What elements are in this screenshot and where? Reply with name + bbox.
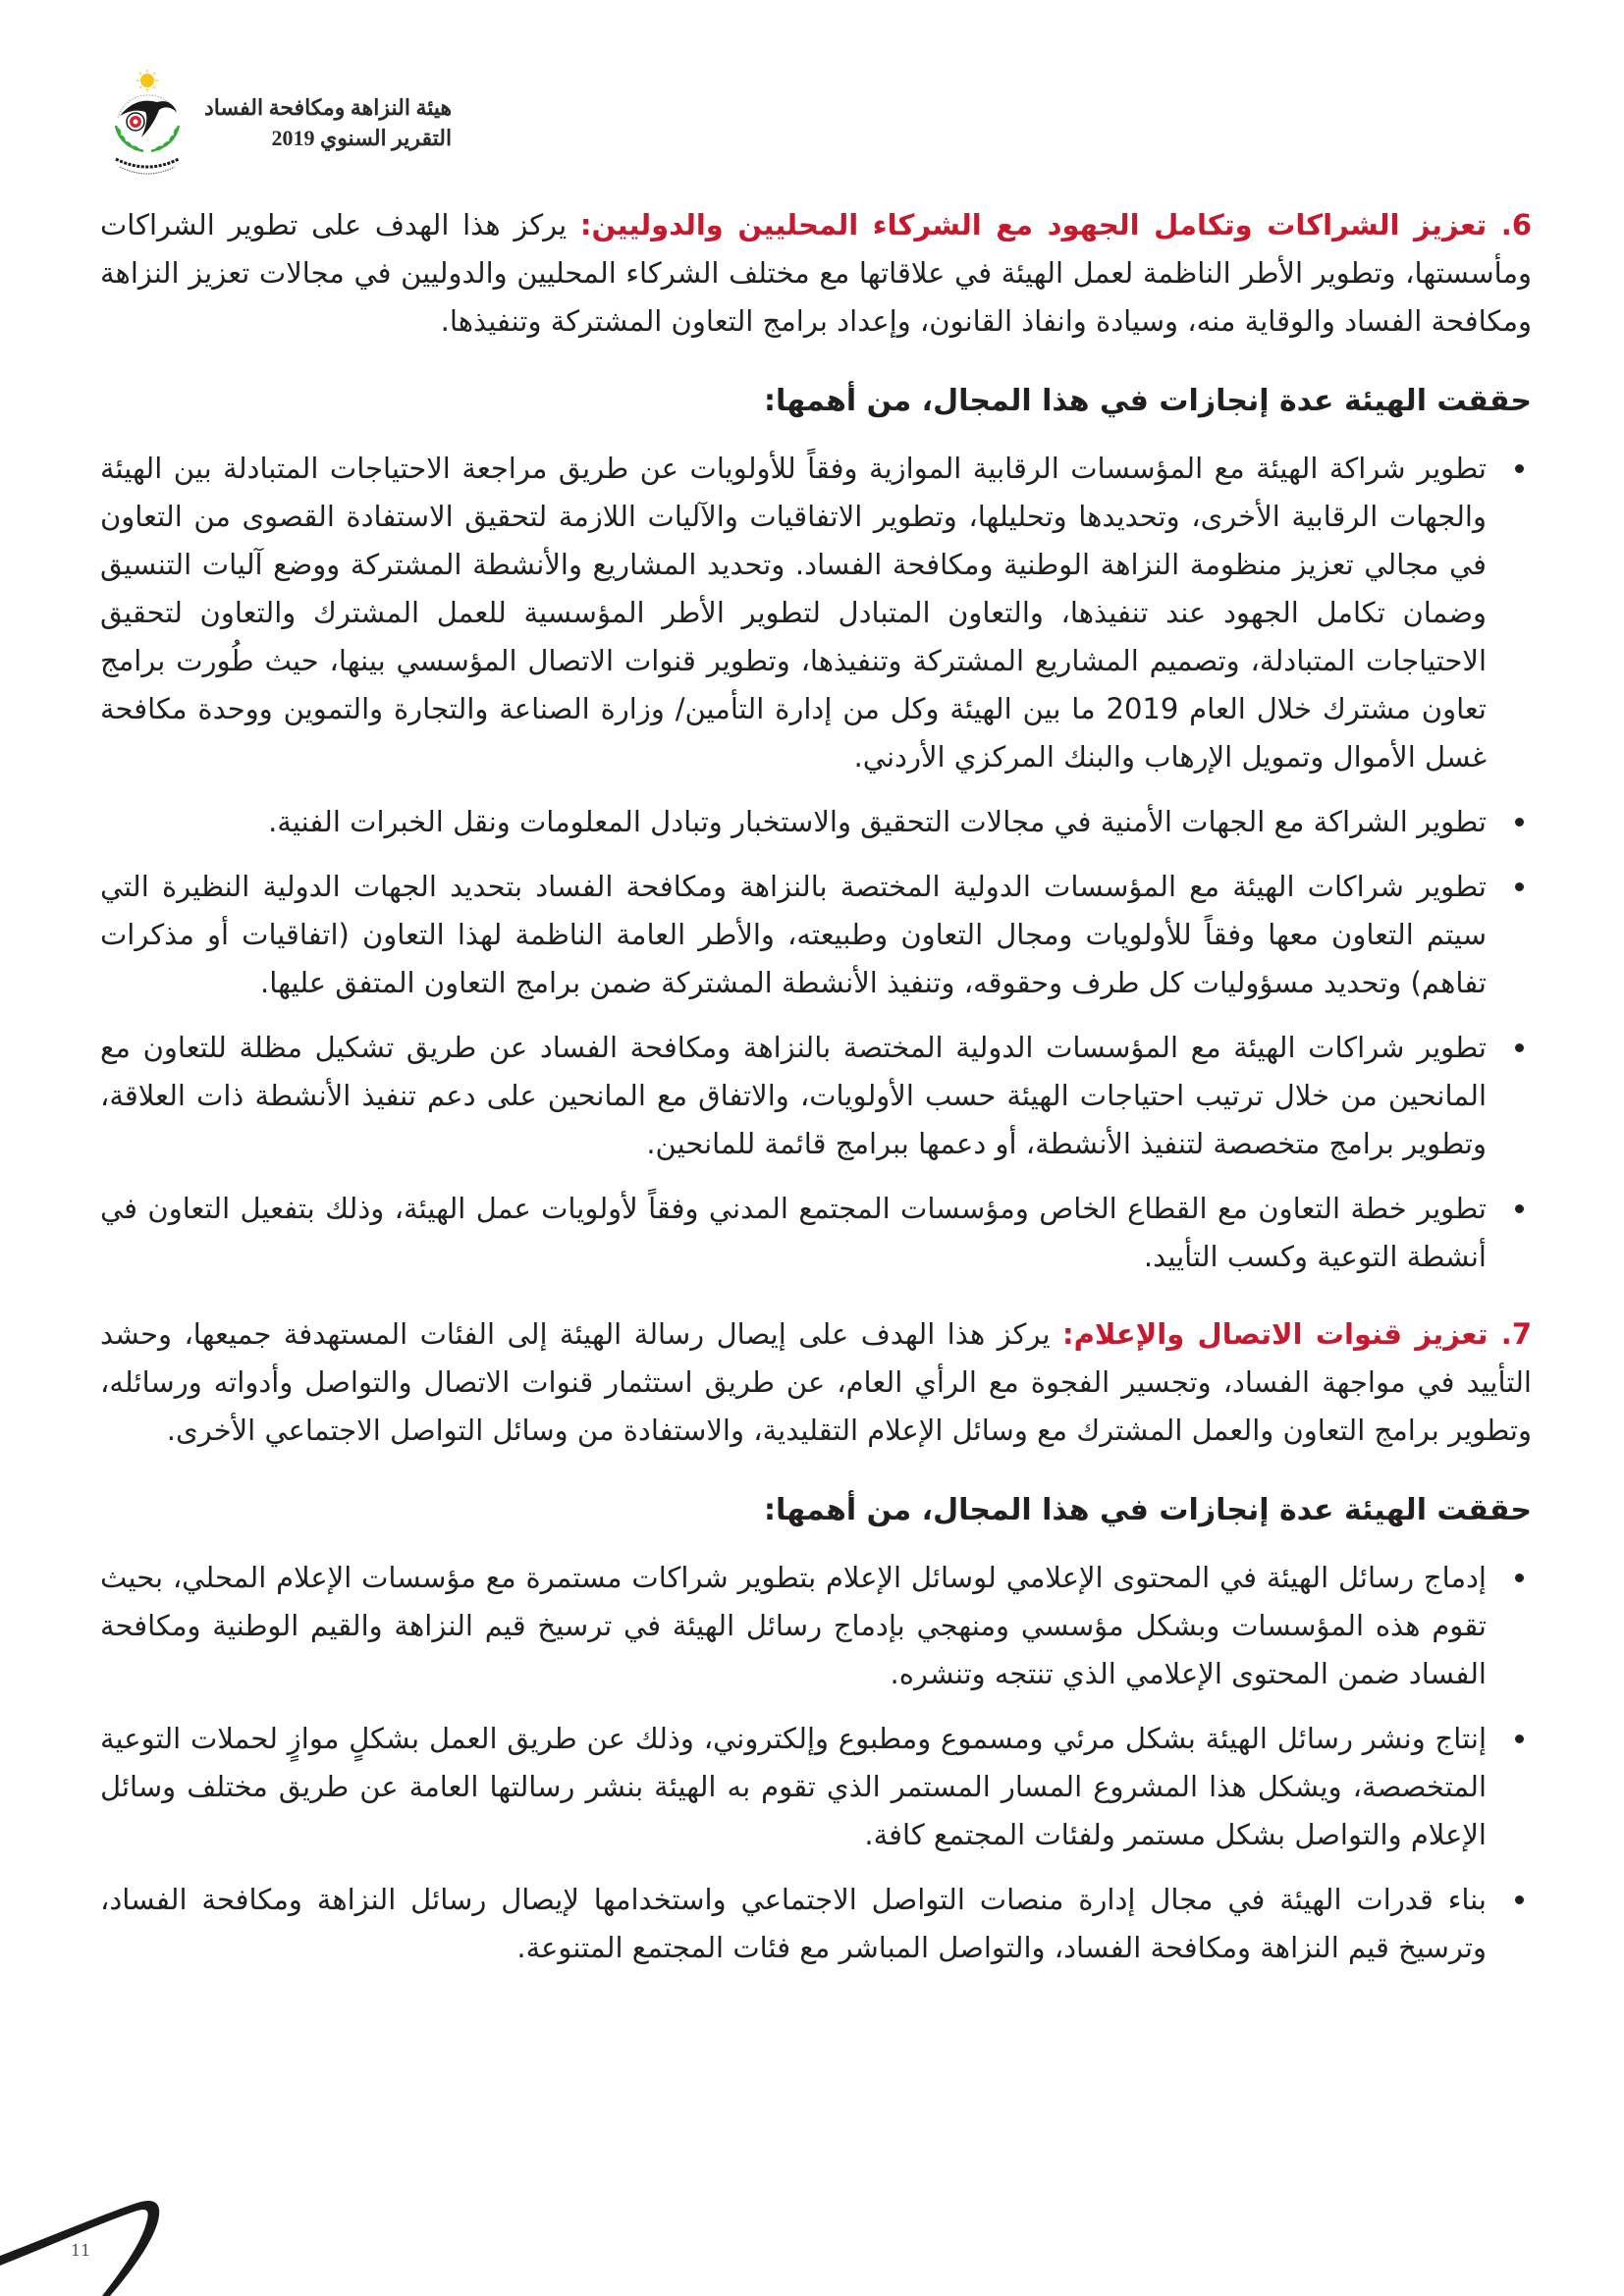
organization-name: هيئة النزاهة ومكافحة الفساد [204,95,453,120]
bullet-icon [1515,818,1524,827]
goal-description-6: يركز هذا الهدف على تطوير الشراكات ومأسستها، وتطوير الأطر الناظمة لعمل الهيئة في علاقاتها مع مختلف الشركاء المحليين والدوليين في مجالات تعزيز النزاهة ومكافحة الفساد والوقاية منه، وسيادة وانفاذ القانون، وإعداد برامج التعاون المشتركة وتنفيذها. [100,208,1532,338]
list-item [100,798,1532,846]
bullet-icon [1515,1735,1524,1743]
goal-title-7: 7. تعزيز قنوات الاتصال والإعلام: [1061,1317,1532,1351]
swoosh-decoration-icon [0,2110,295,2296]
list-item [100,863,1532,1007]
achievements-list-6 [100,445,1532,1281]
list-item [100,445,1532,781]
bullet-icon [1515,1043,1524,1052]
list-item [100,1876,1532,1972]
list-item-text: إنتاج ونشر رسائل الهيئة بشكل مرئي ومسموع ومطبوع وإلكتروني، وذلك عن طريق العمل بشكلٍ موازٍ لحملات التوعية المتخصصة، ويشكل هذا المشروع المسار المستمر الذي تقوم به الهيئة بنشر رسالتها العامة عن طريق مختلف وسائل الإعلام والتواصل بشكل مستمر ولفئات المجتمع كافة. [100,1722,1487,1851]
list-item [100,1554,1532,1698]
goal-title-6: 6. تعزيز الشراكات وتكامل الجهود مع الشركاء المحليين والدوليين: [579,208,1532,241]
list-item-text: تطوير شراكات الهيئة مع المؤسسات الدولية المختصة بالنزاهة ومكافحة الفساد بتحديد الجهات الدولية النظيرة التي سيتم التعاون معها وفقاً للأولويات ومجال التعاون وطبيعته، والأطر العامة الناظمة لهذا التعاون (اتفاقيات أو مذكرات تفاهم) وتحديد مسؤوليات كل طرف وحقوقه، وتنفيذ الأنشطة المشتركة ضمن برامج التعاون المتفق عليها. [100,870,1487,999]
list-item-text: بناء قدرات الهيئة في مجال إدارة منصات التواصل الاجتماعي واستخدامها لإيصال رسائل النزاهة ومكافحة الفساد، وترسيخ قيم النزاهة ومكافحة الفساد، والتواصل المباشر مع فئات المجتمع المتنوعة. [100,1883,1487,1964]
list-item [100,1024,1532,1168]
bullet-icon [1515,1204,1524,1213]
list-item-text: تطوير شراكة الهيئة مع المؤسسات الرقابية الموازية وفقاً للأولويات عن طريق مراجعة الاحتياجات المتبادلة بين الهيئة والجهات الرقابية الأخرى، وتحديدها وتحليلها، وتطوير الاتفاقيات والآليات اللازمة لتحقيق الاستفادة القصوى من التعاون في مجالي تعزيز منظومة النزاهة الوطنية ومكافحة الفساد. وتحديد المشاريع والأنشطة المشتركة ووضع آليات التنسيق وضمان تكامل الجهود عند تنفيذها، والتعاون المتبادل لتطوير الأطر المؤسسية للعمل المشترك والتعاون لتحقيق الاحتياجات المتبادلة، وتصميم المشاريع المشتركة وتنفيذها، وتطوير قنوات الاتصال المؤسسي بينها، حيث طُورت برامج تعاون مشترك خلال العام 2019 ما بين الهيئة وكل من إدارة التأمين/ وزارة الصناعة والتجارة والتموين ووحدة مكافحة غسل الأموال وتمويل الإرهاب والبنك المركزي الأردني. [100,452,1487,774]
report-title: التقرير السنوي 2019 [271,126,453,150]
goal-description-7: يركز هذا الهدف على إيصال رسالة الهيئة إلى الفئات المستهدفة جميعها، وحشد التأييد في مواجهة الفساد، وتجسير الفجوة مع الرأي العام، عن طريق استثمار قنوات الاتصال والتواصل وأدواته ورسائله، وتطوير برامج التعاون والعمل المشترك مع وسائل الإعلام التقليدية، والاستفادة من وسائل التواصل الاجتماعي الأخرى. [100,1317,1532,1447]
page-content [100,201,1532,2002]
list-item [100,1715,1532,1859]
list-item [100,1185,1532,1281]
list-item-text: تطوير خطة التعاون مع القطاع الخاص ومؤسسات المجتمع المدني وفقاً لأولويات عمل الهيئة، وذلك بتفعيل التعاون في أنشطة التوعية وكسب التأييد. [100,1192,1487,1273]
bullet-icon [1515,1574,1524,1582]
bullet-icon [1515,882,1524,891]
sun-icon [136,70,158,91]
bullet-icon [1515,1896,1524,1904]
achievements-heading-7: حققت الهيئة عدة إنجازات في هذا المجال، من أهمها: [763,1493,1532,1527]
bullet-icon [1515,464,1524,473]
goal-paragraph-7 [100,1310,1532,1455]
achievements-list-7 [100,1554,1532,1972]
list-item-text: إدماج رسائل الهيئة في المحتوى الإعلامي لوسائل الإعلام بتطوير شراكات مستمرة مع مؤسسات الإعلام المحلي، بحيث تقوم هذه المؤسسات وبشكل مؤسسي ومنهجي بإدماج رسائل الهيئة في ترسيخ قيم النزاهة والقيم الوطنية ومكافحة الفساد ضمن المحتوى الإعلامي الذي تنتجه وتنشره. [100,1561,1487,1690]
goal-paragraph-6 [100,201,1532,346]
page-header [106,69,452,177]
achievements-heading-6: حققت الهيئة عدة إنجازات في هذا المجال، من أهمها: [763,384,1532,418]
list-item-text: تطوير شراكات الهيئة مع المؤسسات الدولية المختصة بالنزاهة ومكافحة الفساد عن طريق تشكيل مظلة للتعاون مع المانحين من خلال ترتيب احتياجات الهيئة حسب الأولويات، والاتفاق مع المانحين على دعم تنفيذ الأنشطة ذات العلاقة، وتطوير برامج متخصصة لتنفيذ الأنشطة، أو دعمها ببرامج قائمة للمانحين. [100,1031,1487,1160]
list-item-text: تطوير الشراكة مع الجهات الأمنية في مجالات التحقيق والاستخبار وتبادل المعلومات ونقل الخبرات الفنية. [268,805,1487,838]
commission-logo-icon [106,69,189,177]
page-number: 11 [71,2241,91,2260]
